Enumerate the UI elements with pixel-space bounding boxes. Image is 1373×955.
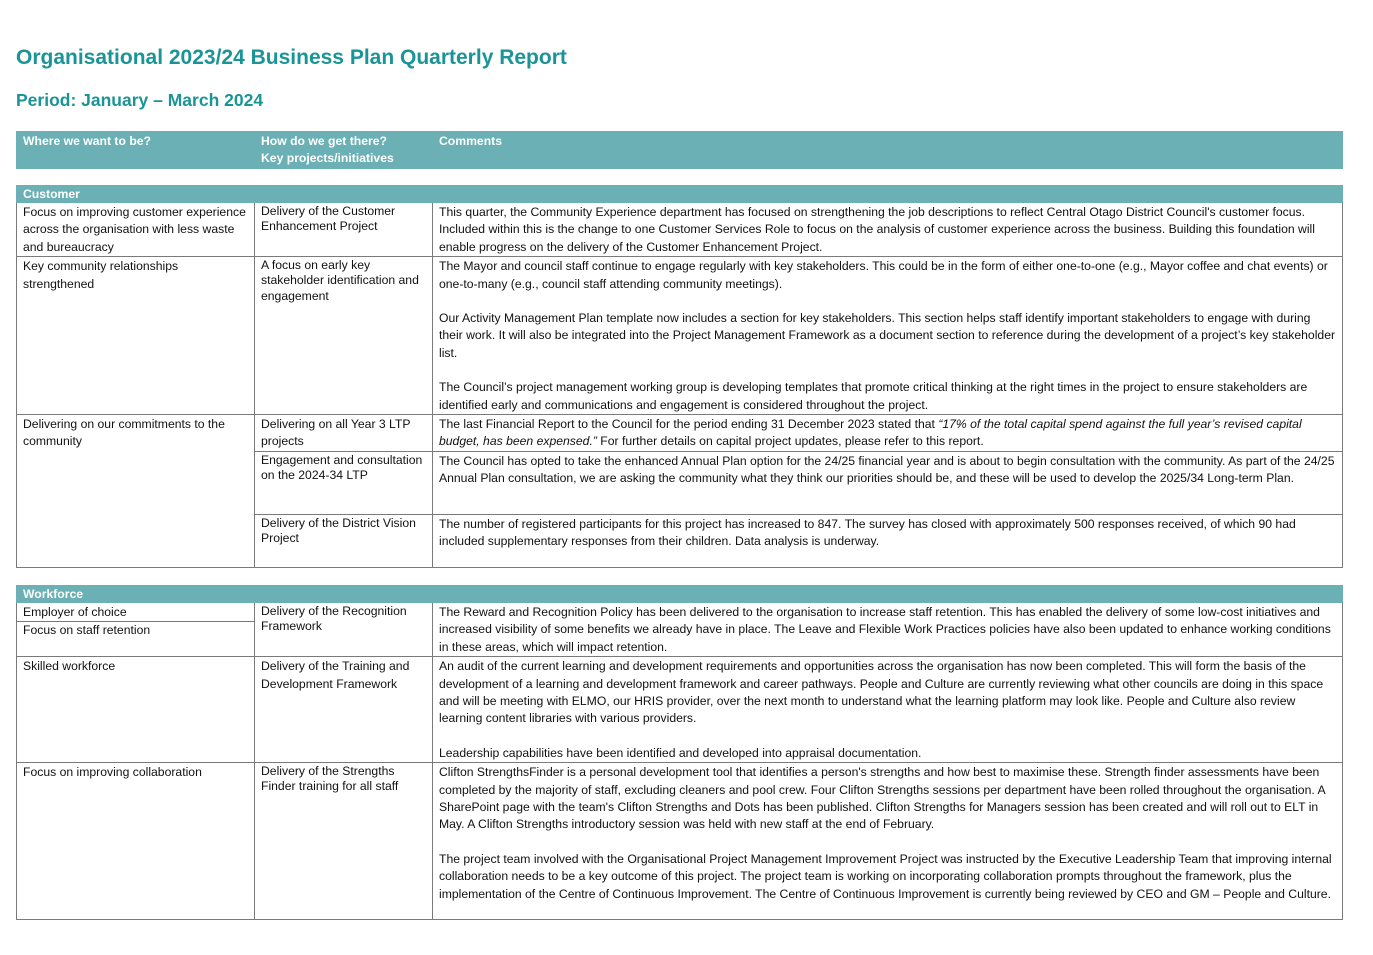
section-row-customer <box>17 186 1343 203</box>
where-text: Employer of choice <box>23 605 127 619</box>
where-cell: Key community relationships strengthened <box>17 257 255 415</box>
where-cell: Focus on improving collaboration <box>17 763 255 920</box>
table-row <box>17 415 1343 452</box>
table-row <box>17 763 1343 920</box>
header-row <box>17 132 1343 169</box>
comment-cell <box>433 257 1343 415</box>
how-cell: Delivery of the Customer Enhancement Project <box>255 203 433 257</box>
comment-cell <box>433 763 1343 920</box>
where-cell <box>17 603 255 657</box>
how-cell: A focus on early key stakeholder identification and engagement <box>255 257 433 415</box>
header-table <box>16 131 1342 169</box>
header-where: Where we want to be? <box>17 132 255 169</box>
where-cell: Skilled workforce <box>17 657 255 763</box>
section-row-workforce <box>17 586 1343 603</box>
report-title: Organisational 2023/24 Business Plan Quarterly Report <box>16 46 567 69</box>
comment-cell: The number of registered participants for this project has increased to 847. The survey has closed with approximately 500 responses received, of which 90 had included supplementary responses from their children. Data analysis is underway. <box>433 515 1343 568</box>
comment-cell <box>433 657 1343 763</box>
where-text: Focus on staff retention <box>17 621 254 639</box>
comment-paragraph: Clifton StrengthsFinder is a personal development tool that identifies a person's strengths and how best to maximise these. Strength finder assessments have been completed by the majority of staff, excluding cleaners and pool crew. Four Clifton Strengths sessions per department have been rolled throughout the organisation. A SharePoint page with the team's Clifton Strengths and Dots has been published. Clifton Strengths for Managers session has been created and will roll out to ELT in May. A Clifton Strengths introductory session was held with new staff at the end of February. <box>439 765 1325 832</box>
table-row <box>17 657 1343 763</box>
comment-paragraph: An audit of the current learning and development requirements and opportunities across the organisation has now been completed. This will form the basis of the development of a learning and development framework and career pathways. People and Culture are currently reviewing what other councils are doing in this space and will be meeting with ELMO, our HRIS provider, over the next month to understand what the learning platform may look like. People and Culture also review learning content libraries with various providers. <box>439 659 1324 726</box>
section-label: Workforce <box>17 586 1343 603</box>
header-how-line1: How do we get there? <box>261 134 387 148</box>
table-row <box>17 603 1343 657</box>
table-row <box>17 203 1343 257</box>
comment-text: The last Financial Report to the Council for the period ending 31 December 2023 stated that <box>439 417 939 432</box>
how-cell: Delivering on all Year 3 LTP projects <box>255 415 433 452</box>
comment-text: For further details on capital project updates, please refer to this report. <box>596 434 984 449</box>
header-comments: Comments <box>433 132 1343 169</box>
how-cell: Delivery of the Training and Development Framework <box>255 657 433 763</box>
workforce-table <box>16 585 1342 920</box>
comment-quote: “17% of the total capital spend against the full year’s revised capital budget, has been expensed.” <box>439 417 1302 449</box>
where-cell: Focus on improving customer experience across the organisation with less waste and bureaucracy <box>17 203 255 257</box>
customer-table <box>16 185 1342 568</box>
comment-paragraph: Our Activity Management Plan template now includes a section for key stakeholders. This section helps staff identify important stakeholders to engage with during their work. It will also be integrated into the Project Management Framework as a document section to reference during the development of a project’s key stakeholder list. <box>439 311 1336 360</box>
how-cell: Engagement and consultation on the 2024-34 LTP <box>255 452 433 515</box>
where-cell: Delivering on our commitments to the community <box>17 415 255 568</box>
comment-paragraph: The project team involved with the Organisational Project Management Improvement Project was instructed by the Executive Leadership Team that improving internal collaboration needs to be a key outcome of this project. The project team is working on incorporating collaboration prompts throughout the framework, plus the implementation of the Centre of Continuous Improvement. The Centre of Continuous Improvement is currently being reviewed by CEO and GM – People and Culture. <box>439 851 1332 901</box>
comment-cell: The Council has opted to take the enhanced Annual Plan option for the 24/25 financial year and is about to begin consultation with the community. As part of the 24/25 Annual Plan consultation, we are asking the community what they think our priorities should be, and these will be used to develop the 2025/34 Long-term Plan. <box>433 452 1343 515</box>
header-how-line2: Key projects/initiatives <box>261 151 394 166</box>
comment-cell <box>433 415 1343 452</box>
how-cell: Delivery of the Recognition Framework <box>255 603 433 657</box>
comment-paragraph: The Mayor and council staff continue to engage regularly with key stakeholders. This could be in the form of either one-to-one (e.g., Mayor coffee and chat events) or one-to-many (e.g., council staff attending community meetings). <box>439 259 1328 291</box>
table-row <box>17 257 1343 415</box>
how-cell: Delivery of the Strengths Finder training for all staff <box>255 763 433 920</box>
comment-cell: This quarter, the Community Experience department has focused on strengthening the job descriptions to reflect Central Otago District Council's customer focus. Included within this is the change to one Customer Services Role to focus on the analysis of customer experience across the business. Building this foundation will enable progress on the delivery of the Customer Enhancement Project. <box>433 203 1343 257</box>
how-cell: Delivery of the District Vision Project <box>255 515 433 568</box>
comment-paragraph: Leadership capabilities have been identified and developed into appraisal documentation. <box>439 745 922 760</box>
header-how <box>255 132 433 169</box>
comment-paragraph: The Council’s project management working group is developing templates that promote critical thinking at the right times in the project to ensure stakeholders are identified early and communications and engagement is considered throughout the project. <box>439 380 1308 412</box>
section-label: Customer <box>17 186 1343 203</box>
comment-cell: The Reward and Recognition Policy has been delivered to the organisation to increase staff retention. This has enabled the delivery of some low-cost initiatives and increased visibility of some benefits we already have in place. The Leave and Flexible Work Practices policies have also been updated to enhance working conditions in these areas, which will impact retention. <box>433 603 1343 657</box>
report-period: Period: January – March 2024 <box>16 90 264 110</box>
